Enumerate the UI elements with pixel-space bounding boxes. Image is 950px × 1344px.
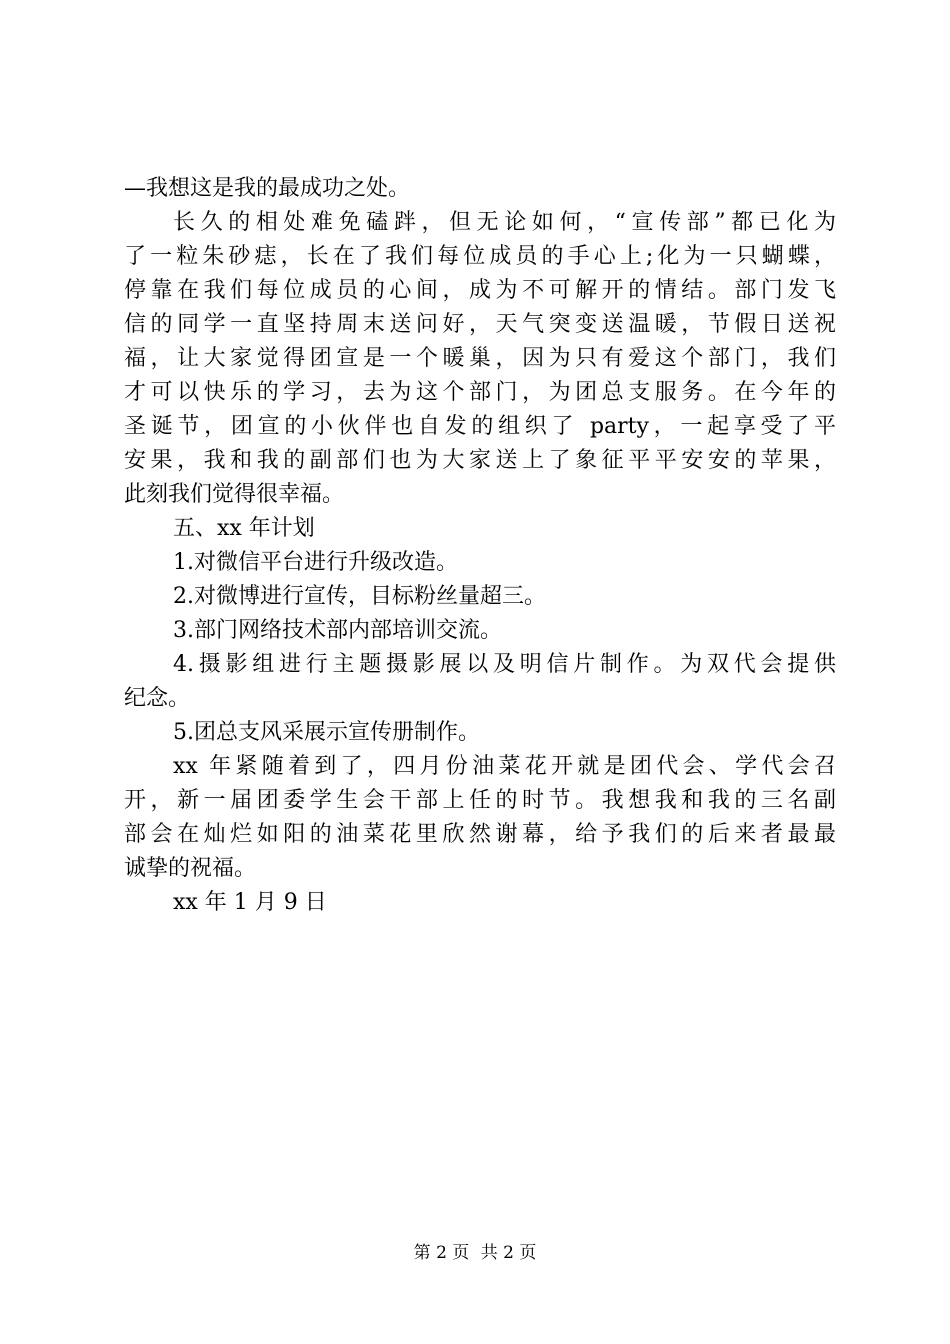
text-line: 安果，我和我的副部们也为大家送上了象征平平安安的苹果， bbox=[124, 448, 836, 473]
text-line: 开，新一届团委学生会干部上任的时节。我想我和我的三名副 bbox=[124, 788, 836, 813]
text-line: xx 年紧随着到了，四月份油菜花开就是团代会、学代会召 bbox=[173, 754, 836, 779]
page-total: 共 2 页 bbox=[480, 1243, 537, 1263]
text-line: 圣诞节，团宣的小伙伴也自发的组织了 party，一起享受了平 bbox=[124, 414, 836, 439]
text-line: —我想这是我的最成功之处。 bbox=[124, 176, 411, 201]
text-line: 停靠在我们每位成员的心间，成为不可解开的情结。部门发飞 bbox=[124, 278, 836, 303]
section-heading: 五、xx 年计划 bbox=[173, 516, 315, 541]
text-line: 了一粒朱砂痣，长在了我们每位成员的手心上;化为一只蝴蝶， bbox=[124, 244, 836, 269]
plan-item: 2.对微博进行宣传，目标粉丝量超三。 bbox=[173, 584, 546, 609]
page-footer bbox=[0, 1242, 950, 1264]
text-line: 诚挚的祝福。 bbox=[124, 856, 257, 881]
page-number: 第 2 页 bbox=[413, 1243, 470, 1263]
text-line: 此刻我们觉得很幸福。 bbox=[124, 482, 345, 507]
text-line: 福，让大家觉得团宣是一个暖巢，因为只有爱这个部门，我们 bbox=[124, 346, 836, 371]
text-line: 信的同学一直坚持周末送问好，天气突变送温暖，节假日送祝 bbox=[124, 312, 836, 337]
plan-item: 3.部门网络技术部内部培训交流。 bbox=[173, 618, 502, 643]
text-line: 部会在灿烂如阳的油菜花里欣然谢幕，给予我们的后来者最最 bbox=[124, 822, 836, 847]
text-line: 长久的相处难免磕跘，但无论如何，“宣传部”都已化为 bbox=[173, 210, 836, 235]
date-line: xx 年 1 月 9 日 bbox=[173, 890, 327, 915]
text-line: 才可以快乐的学习，去为这个部门，为团总支服务。在今年的 bbox=[124, 380, 836, 405]
plan-item: 5.团总支风采展示宣传册制作。 bbox=[173, 720, 480, 745]
document-body bbox=[124, 172, 836, 920]
plan-item: 1.对微信平台进行升级改造。 bbox=[173, 550, 458, 575]
plan-item-continuation: 纪念。 bbox=[124, 686, 191, 711]
plan-item: 4.摄影组进行主题摄影展以及明信片制作。为双代会提供 bbox=[173, 652, 836, 677]
